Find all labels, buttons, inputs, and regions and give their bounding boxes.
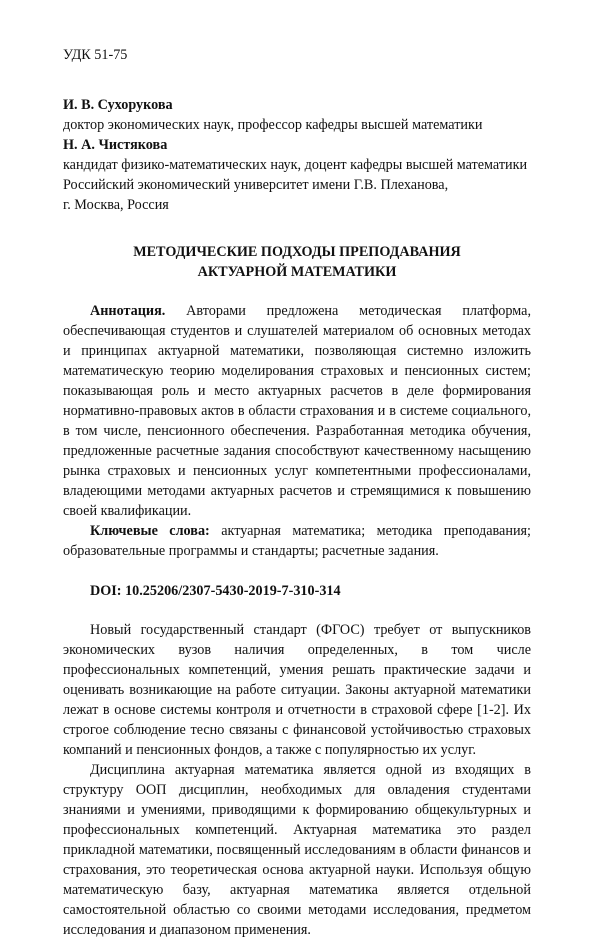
university-line: Российский экономический университет имени Г.В. Плеханова, <box>63 177 449 193</box>
abstract-text: Авторами предложена методическая платформа, обеспечивающая студентов и слушателей материалом об основных методах и принципах актуарной математики, позволяющая системно изложить математическую теорию моделирования страховых и пенсионных систем; показывающая роль и место актуарных расчетов в деле формирования нормативно-правовых актов в области страхования и в системе социального, в том числе, пенсионного обеспечения. Разработанная методика обучения, предложенные расчетные задания способствуют качественному насыщению рынка страховых и пенсионных услуг компетентными профессионалами, владеющими методами актуарных расчетов и стремящимися к повышению своей квалификации. <box>63 303 532 519</box>
author-name-2: Н. А. Чистякова <box>63 137 168 153</box>
title-line-2: АКТУАРНОЙ МАТЕМАТИКИ <box>197 264 397 280</box>
article-title <box>63 242 531 282</box>
keywords-text: актуарная математика; методика преподавания; образовательные программы и стандарты; расчетные задания. <box>63 523 532 559</box>
keywords-paragraph <box>63 521 531 561</box>
author-affiliation-1: доктор экономических наук, профессор кафедры высшей математики <box>63 117 483 133</box>
abstract-label: Аннотация. <box>90 303 166 319</box>
author-name-1: И. В. Сухорукова <box>63 97 173 113</box>
author-affiliation-2: кандидат физико-математических наук, доцент кафедры высшей математики <box>63 157 528 173</box>
abstract-paragraph <box>63 301 531 521</box>
udk-code: УДК 51-75 <box>63 47 128 63</box>
doi: DOI: 10.25206/2307-5430-2019-7-310-314 <box>90 583 341 599</box>
keywords-label: Ключевые слова: <box>90 523 210 539</box>
location-line: г. Москва, Россия <box>63 197 169 213</box>
body-paragraph-1: Новый государственный стандарт (ФГОС) требует от выпускников экономических вузов наличия определенных, в том числе профессиональных компетенций, умения решать практические задачи и оценивать возникающие на работе ситуации. Законы актуарной математики лежат в основе системы контроля и отчетности в страховой сфере [1-2]. Их строгое соблюдение тесно связаны с финансовой устойчивостью страховых компаний и пенсионных фондов, а также с популярностью их услуг. <box>63 622 531 758</box>
title-line-1: МЕТОДИЧЕСКИЕ ПОДХОДЫ ПРЕПОДАВАНИЯ <box>133 244 461 260</box>
body-paragraph-2: Дисциплина актуарная математика является одной из входящих в структуру ООП дисциплин, необходимых для овладения студентами знаниями и умениями, приводящими к формированию общекультурных и профессиональных компетенций. Актуарная математика это раздел прикладной математики, посвященный исследованиям в области финансов и страхования, это теоретическая основа актуарной науки. Используя общую математическую базу, актуарная математика является отдельной самостоятельной областью со своими методами исследования, предметом исследования и диапазоном применения. <box>63 762 531 938</box>
